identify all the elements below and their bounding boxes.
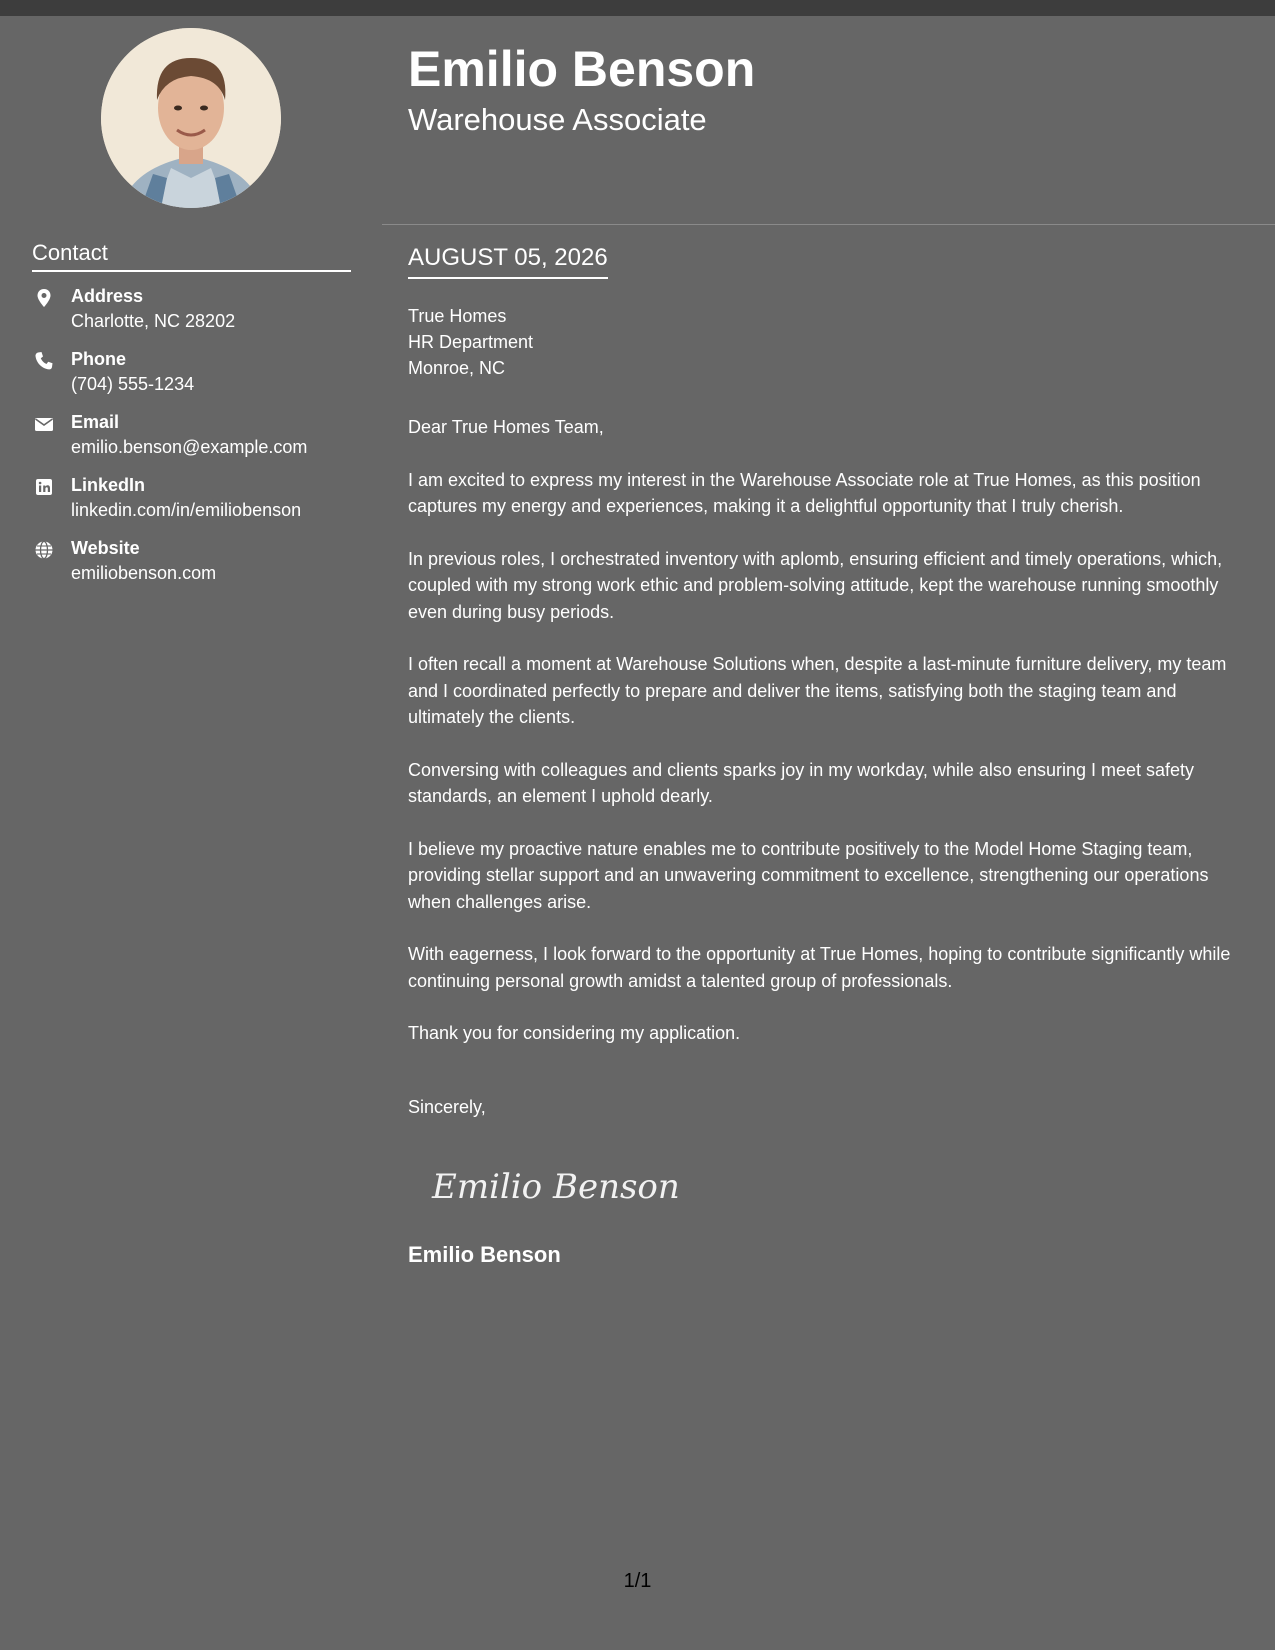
paragraph: I am excited to express my interest in the Warehouse Associate role at True Homes, as this position captures my energy and experiences, making it a delightful opportunity that I truly cherish. <box>408 469 1201 516</box>
sidebar <box>0 16 382 1650</box>
contact-value[interactable]: linkedin.com/in/emiliobenson <box>71 500 302 520</box>
contact-value: Charlotte, NC 28202 <box>71 311 236 331</box>
job-title: Warehouse Associate <box>408 102 707 137</box>
contact-value: (704) 555-1234 <box>71 374 195 394</box>
paragraph: In previous roles, I orchestrated inventory with aplomb, ensuring efficient and timely operations, which, coupled with my strong work ethic and problem-solving attitude, kept the warehouse running smoothly even during busy periods. <box>408 548 1223 622</box>
contact-item-linkedin <box>32 475 372 538</box>
signature-image <box>430 1156 690 1216</box>
paragraph: With eagerness, I look forward to the opportunity at True Homes, hoping to contribute significantly while continuing personal growth amidst a talented group of professionals. <box>408 944 1231 991</box>
salutation: Dear True Homes Team, <box>408 417 604 437</box>
contact-value[interactable]: emilio.benson@example.com <box>71 437 308 457</box>
paragraph: I often recall a moment at Warehouse Solutions when, despite a last-minute furniture delivery, my team and I coordinated perfectly to prepare and deliver the items, satisfying both the staging team and ultimately the clients. <box>408 654 1227 727</box>
linkedin-icon <box>34 477 54 497</box>
recipient-department: HR Department <box>408 332 534 352</box>
recipient-location: Monroe, NC <box>408 358 506 378</box>
contact-label: Email <box>71 412 120 432</box>
recipient-company: True Homes <box>408 306 507 326</box>
top-bar <box>0 0 1275 16</box>
contact-item-website <box>32 538 372 601</box>
location-pin-icon <box>34 288 54 308</box>
contact-item-email <box>32 412 372 475</box>
signed-name: Emilio Benson <box>408 1242 561 1267</box>
signature-text: Emilio Benson <box>432 1167 680 1207</box>
letter-body <box>408 414 1253 1073</box>
contact-label: LinkedIn <box>71 475 146 495</box>
contact-list <box>32 286 372 601</box>
recipient-block <box>408 303 533 381</box>
envelope-icon <box>34 414 54 434</box>
phone-icon <box>34 351 54 371</box>
contact-label: Address <box>71 286 144 306</box>
contact-section-title: Contact <box>32 240 351 272</box>
header-divider <box>382 224 1275 225</box>
page-indicator: 1/1 <box>623 1570 652 1592</box>
closing: Sincerely, <box>408 1097 486 1117</box>
profile-photo <box>101 28 281 208</box>
letter-date: AUGUST 05, 2026 <box>408 244 608 279</box>
contact-item-phone <box>32 349 372 412</box>
applicant-name: Emilio Benson <box>408 41 756 97</box>
globe-icon <box>34 540 54 560</box>
letter-main <box>382 16 1275 1650</box>
paragraph: Thank you for considering my application. <box>408 1023 741 1043</box>
paragraph: I believe my proactive nature enables me to contribute positively to the Model Home Staging team, providing stellar support and an unwavering commitment to excellence, strengthening our operations when challenges arise. <box>408 838 1209 912</box>
contact-label: Phone <box>71 349 127 369</box>
contact-value[interactable]: emiliobenson.com <box>71 563 217 583</box>
paragraph: Conversing with colleagues and clients sparks joy in my workday, while also ensuring I meet safety standards, an element I uphold dearly. <box>408 759 1195 806</box>
contact-item-address <box>32 286 372 349</box>
contact-label: Website <box>71 538 140 558</box>
